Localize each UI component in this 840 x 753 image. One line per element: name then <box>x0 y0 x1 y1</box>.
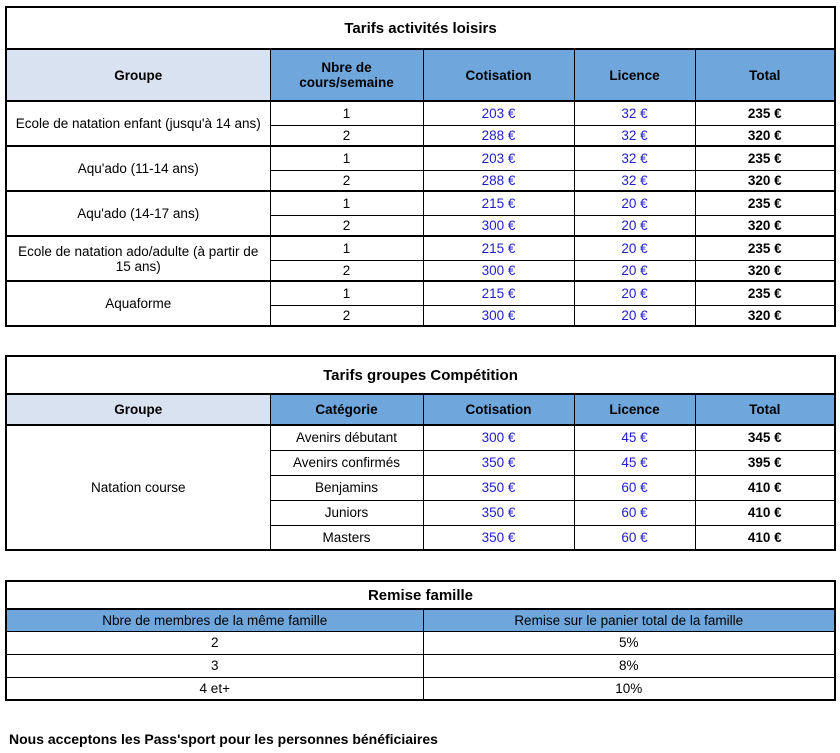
total: 395 € <box>695 450 835 475</box>
footnote: Nous acceptons les Pass'sport pour les personnes bénéficiaires <box>9 731 438 747</box>
header-remise: Remise sur le panier total de la famille <box>423 609 835 631</box>
total: 410 € <box>695 500 835 525</box>
table-row <box>6 146 835 170</box>
cotisation: 300 € <box>423 260 574 281</box>
table-row <box>6 281 835 305</box>
cotisation: 288 € <box>423 125 574 146</box>
total: 235 € <box>695 146 835 170</box>
group-name: Aqu'ado (11-14 ans) <box>6 146 270 191</box>
header-cotisation: Cotisation <box>423 394 574 425</box>
nb-membres: 4 et+ <box>6 677 423 700</box>
remise-table <box>5 580 836 701</box>
total: 235 € <box>695 101 835 125</box>
header-cotisation: Cotisation <box>423 49 574 101</box>
header-groupe: Groupe <box>6 49 270 101</box>
table-row <box>6 101 835 125</box>
categorie: Avenirs confirmés <box>270 450 423 475</box>
table-row <box>6 236 835 260</box>
table-row <box>6 654 835 677</box>
group-name: Natation course <box>6 425 270 550</box>
licence: 32 € <box>574 170 695 191</box>
licence: 60 € <box>574 475 695 500</box>
cotisation: 350 € <box>423 525 574 550</box>
cotisation: 215 € <box>423 191 574 215</box>
nb-membres: 3 <box>6 654 423 677</box>
total: 320 € <box>695 170 835 191</box>
categorie: Juniors <box>270 500 423 525</box>
cotisation: 203 € <box>423 146 574 170</box>
table-row <box>6 425 835 450</box>
total: 320 € <box>695 125 835 146</box>
remise-pct: 8% <box>423 654 835 677</box>
nb-cours: 2 <box>270 170 423 191</box>
cotisation: 350 € <box>423 450 574 475</box>
table-row <box>6 677 835 700</box>
cotisation: 300 € <box>423 305 574 326</box>
cotisation: 288 € <box>423 170 574 191</box>
table-row <box>6 631 835 654</box>
nb-cours: 1 <box>270 281 423 305</box>
header-licence: Licence <box>574 394 695 425</box>
header-nbre-membres: Nbre de membres de la même famille <box>6 609 423 631</box>
cotisation: 300 € <box>423 215 574 236</box>
licence: 60 € <box>574 525 695 550</box>
total: 320 € <box>695 215 835 236</box>
remise-pct: 5% <box>423 631 835 654</box>
header-licence: Licence <box>574 49 695 101</box>
total: 235 € <box>695 281 835 305</box>
licence: 32 € <box>574 101 695 125</box>
total: 320 € <box>695 305 835 326</box>
cotisation: 203 € <box>423 101 574 125</box>
group-name: Aqu'ado (14-17 ans) <box>6 191 270 236</box>
licence: 60 € <box>574 500 695 525</box>
total: 410 € <box>695 475 835 500</box>
categorie: Benjamins <box>270 475 423 500</box>
cotisation: 300 € <box>423 425 574 450</box>
nb-cours: 1 <box>270 236 423 260</box>
group-name: Aquaforme <box>6 281 270 326</box>
table-row <box>6 191 835 215</box>
header-groupe: Groupe <box>6 394 270 425</box>
total: 410 € <box>695 525 835 550</box>
licence: 45 € <box>574 450 695 475</box>
loisirs-table <box>5 6 836 327</box>
header-nbre-cours: Nbre de cours/semaine <box>270 49 423 101</box>
nb-cours: 2 <box>270 305 423 326</box>
remise-pct: 10% <box>423 677 835 700</box>
header-total: Total <box>695 394 835 425</box>
total: 320 € <box>695 260 835 281</box>
competition-table <box>5 355 836 551</box>
total: 235 € <box>695 236 835 260</box>
loisirs-title: Tarifs activités loisirs <box>6 7 835 49</box>
categorie: Masters <box>270 525 423 550</box>
nb-membres: 2 <box>6 631 423 654</box>
nb-cours: 1 <box>270 146 423 170</box>
nb-cours: 2 <box>270 125 423 146</box>
nb-cours: 1 <box>270 101 423 125</box>
group-name: Ecole de natation enfant (jusqu'à 14 ans) <box>6 101 270 146</box>
header-total: Total <box>695 49 835 101</box>
categorie: Avenirs débutant <box>270 425 423 450</box>
licence: 20 € <box>574 260 695 281</box>
licence: 20 € <box>574 281 695 305</box>
cotisation: 350 € <box>423 475 574 500</box>
nb-cours: 2 <box>270 260 423 281</box>
licence: 20 € <box>574 215 695 236</box>
licence: 20 € <box>574 191 695 215</box>
licence: 32 € <box>574 125 695 146</box>
total: 345 € <box>695 425 835 450</box>
cotisation: 215 € <box>423 236 574 260</box>
cotisation: 350 € <box>423 500 574 525</box>
licence: 20 € <box>574 236 695 260</box>
licence: 20 € <box>574 305 695 326</box>
nb-cours: 1 <box>270 191 423 215</box>
cotisation: 215 € <box>423 281 574 305</box>
nb-cours: 2 <box>270 215 423 236</box>
licence: 45 € <box>574 425 695 450</box>
licence: 32 € <box>574 146 695 170</box>
header-categorie: Catégorie <box>270 394 423 425</box>
competition-title: Tarifs groupes Compétition <box>6 356 835 394</box>
group-name: Ecole de natation ado/adulte (à partir de 15 ans) <box>6 236 270 281</box>
total: 235 € <box>695 191 835 215</box>
remise-title: Remise famille <box>6 581 835 609</box>
